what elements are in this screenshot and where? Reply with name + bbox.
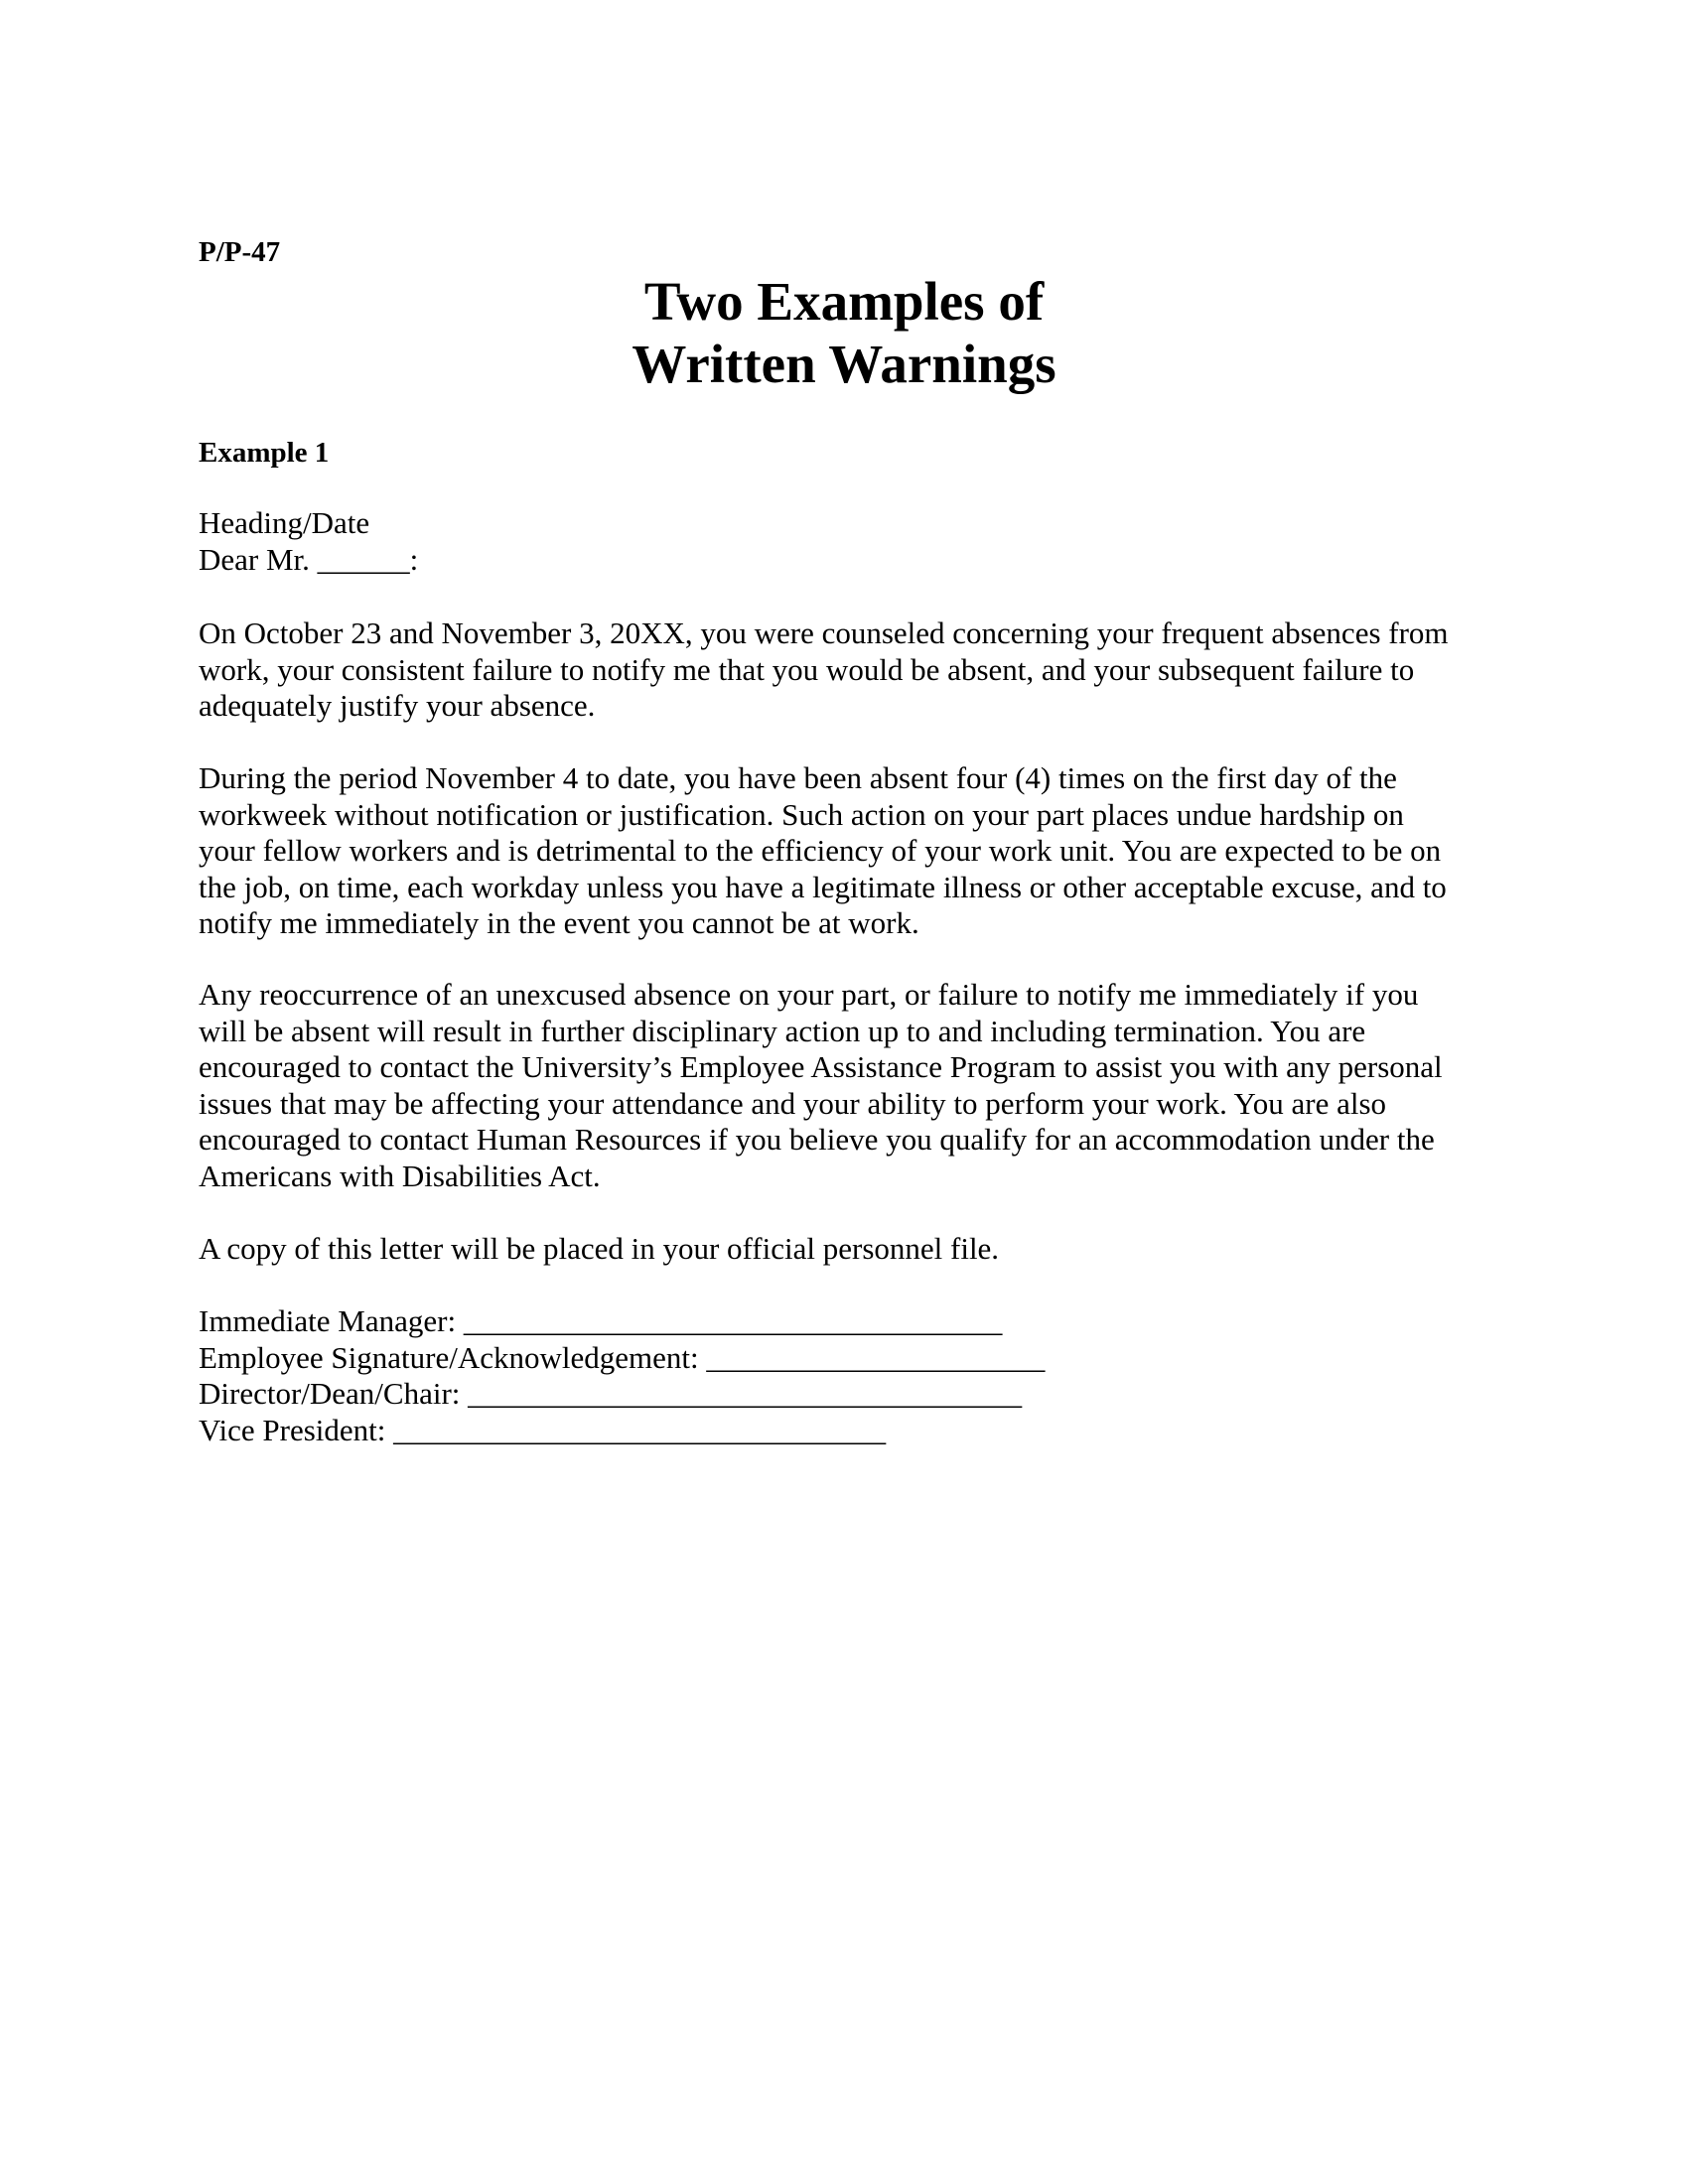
salutation: Dear Mr. ______: [199, 541, 419, 577]
paragraph-4 [199, 1231, 1489, 1268]
paragraph-line: encouraged to contact Human Resources if you believe you qualify for an accommodation under the [199, 1122, 1435, 1158]
heading-date: Heading/Date [199, 505, 370, 540]
paragraph-line: adequately justify your absence. [199, 688, 596, 724]
paragraph-line: the job, on time, each workday unless you have a legitimate illness or other acceptable excuse, and to [199, 869, 1447, 904]
signature-immediate-manager: Immediate Manager: ___________________________________ [199, 1303, 1003, 1338]
paragraph-line: During the period November 4 to date, you have been absent four (4) times on the first day of the [199, 760, 1397, 795]
paragraph-line: workweek without notification or justification. Such action on your part places undue hardship on [199, 796, 1404, 832]
paragraph-line: notify me immediately in the event you cannot be at work. [199, 905, 919, 941]
document-title-line-1: Two Examples of [643, 271, 1045, 332]
signature-director: Director/Dean/Chair: ____________________________________ [199, 1376, 1023, 1412]
letter-header [199, 505, 1489, 578]
paragraph-line: work, your consistent failure to notify me that you would be absent, and your subsequent failure to [199, 651, 1415, 687]
document-title-line-2: Written Warnings [632, 334, 1056, 394]
signature-block [199, 1303, 1489, 1448]
example-heading: Example 1 [199, 437, 330, 469]
paragraph-line: On October 23 and November 3, 20XX, you were counseled concerning your frequent absences from [199, 615, 1449, 650]
signature-vice-president: Vice President: ________________________________ [199, 1412, 887, 1447]
paragraph-line: Americans with Disabilities Act. [199, 1158, 601, 1193]
paragraph-line: issues that may be affecting your attendance and your ability to perform your work. You are also [199, 1085, 1387, 1121]
document-code: P/P-47 [199, 236, 281, 268]
paragraph-1 [199, 615, 1489, 725]
paragraph-line: your fellow workers and is detrimental to the efficiency of your work unit. You are expected to be on [199, 833, 1442, 869]
paragraph-line: encouraged to contact the University’s Employee Assistance Program to assist you with any personal [199, 1049, 1443, 1085]
paragraph-line: A copy of this letter will be placed in your official personnel file. [199, 1231, 1000, 1266]
paragraph-line: will be absent will result in further disciplinary action up to and including termination. You are [199, 1013, 1366, 1048]
paragraph-line: Any reoccurrence of an unexcused absence on your part, or failure to notify me immediately if you [199, 977, 1419, 1012]
paragraph-2 [199, 760, 1489, 942]
signature-employee: Employee Signature/Acknowledgement: ______________________ [199, 1339, 1046, 1375]
paragraph-3 [199, 977, 1489, 1195]
